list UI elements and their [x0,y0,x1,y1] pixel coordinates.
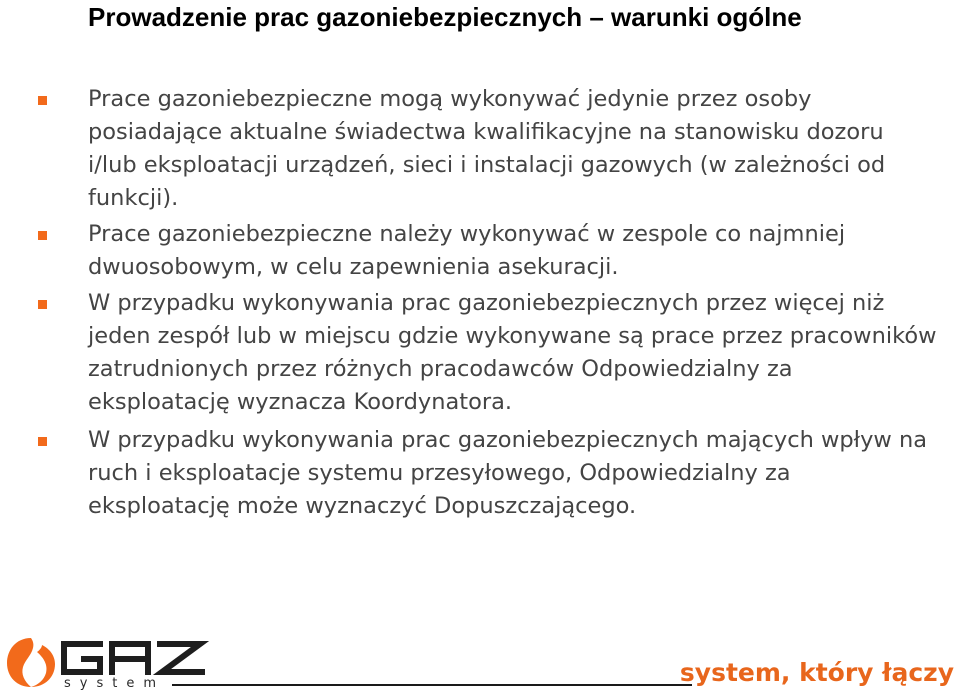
square-bullet-icon [38,300,47,309]
bullet-item [0,287,938,419]
logo-text: GAZ [60,640,63,641]
slide-title: Prowadzenie prac gazoniebezpiecznych – warunki ogólne [88,2,802,32]
square-bullet-icon [38,437,47,446]
flame-logo-icon [4,634,58,690]
gaz-wordmark [60,640,210,680]
slide-footer [0,620,960,696]
logo-subtext: system [64,676,165,691]
bullet-list [0,83,960,527]
footer-slogan: system, który łączy [679,658,954,687]
bullet-text: W przypadku wykonywania prac gazoniebezpiecznych przez więcej niż jeden zespół lub w miejscu gdzie wykonywane są prace przez pracowników zatrudnionych przez różnych pracodawców Odpowiedzialny za eksploatację wyznacza Koordynatora. [88,290,937,415]
square-bullet-icon [38,231,47,240]
bullet-text: Prace gazoniebezpieczne należy wykonywać w zespole co najmniej dwuosobowym, w celu zapewnienia asekuracji. [88,221,846,280]
bullet-text: Prace gazoniebezpieczne mogą wykonywać jedynie przez osoby posiadające aktualne świadectwa kwalifikacyjne na stanowisku dozoru i/lub eksploatacji urządzeń, sieci i instalacji gazowych (w zależności od funkcji). [88,86,886,211]
bullet-text: W przypadku wykonywania prac gazoniebezpiecznych mających wpływ na ruch i eksploatacje systemu przesyłowego, Odpowiedzialny za eksploatację może wyznaczyć Dopuszczającego. [88,427,927,519]
bullet-item [0,424,938,523]
bullet-item [0,218,938,284]
footer-divider [172,684,692,686]
bullet-item [0,83,938,215]
square-bullet-icon [38,96,47,105]
